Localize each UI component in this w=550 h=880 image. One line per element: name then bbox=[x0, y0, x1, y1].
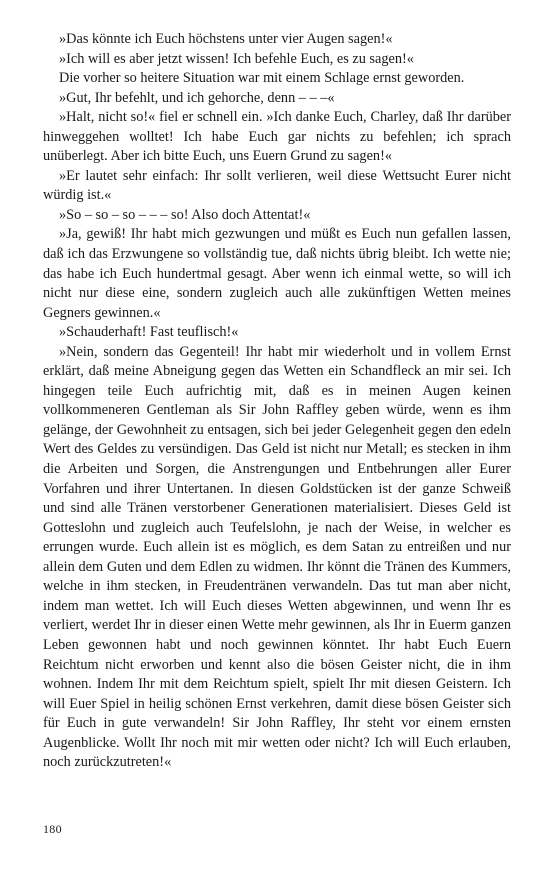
paragraph: »Nein, sondern das Gegenteil! Ihr habt mir wiederholt und in vollem Ernst erklärt, daß meine Abneigung gegen das Wetten ein Schandfleck an mir sei. Ich hingegen teile Euch aufrichtig mit, daß es in meinen Augen keinen vollkommeneren Gentleman als Sir John Raffley geben würde, wenn es ihm gelänge, der Gewohnheit zu entsagen, sich bei jeder Gelegenheit gegen den edeln Wert des Geldes zu versündigen. Das Geld ist nicht nur Metall; es stecken in ihm die Arbeiten und Sorgen, die Anstrengungen und Entbehrungen aller Eurer Vorfahren und ihrer Untertanen. In diesen Goldstücken ist der ganze Schweiß und sind alle Tränen verstorbener Generationen materialisiert. Dieses Geld ist Gotteslohn und zugleich auch Teufelslohn, je nach der Weise, in welcher es errungen wurde. Euch allein ist es möglich, es dem Satan zu entreißen und nur allein dem Guten und dem Edlen zu widmen. Ihr könnt die Tränen des Kummers, welche in ihm stecken, in Freudentränen verwandeln. Das tut man aber nicht, indem man wettet. Ich will Euch dieses Wetten abgewinnen, und wenn Ihr es verliert, werdet Ihr in dieser einen Wette mehr gewinnen, als Ihr in Euerm ganzen Leben gewonnen habt und noch gewinnen könntet. Ihr habt Euch Euern Reichtum nicht erworben und kennt also die bösen Geister nicht, die in ihm wohnen. Indem Ihr mit dem Reichtum spielt, spielt Ihr mit diesen Geistern. Ich will Euer Spiel in heilig schönen Ernst verkehren, damit diese bösen Geister sich für Euch in gute verwandeln! Sir John Raffley, Ihr steht vor einem ernsten Augenblicke. Wollt Ihr noch mit mir wetten oder nicht? Ich will Euch erlauben, noch zurückzutreten!« bbox=[43, 343, 511, 771]
paragraph: »Gut, Ihr befehlt, und ich gehorche, denn – – –« bbox=[59, 89, 335, 106]
paragraph: »Ja, gewiß! Ihr habt mich gezwungen und müßt es Euch nun gefallen lassen, daß ich das Erzwungene so vollständig tue, daß nichts übrig bleibt. Ich wette nie; das habe ich Euch hundertmal gesagt. Aber wenn ich einmal wette, so will ich nicht nur diese eine, sondern zugleich auch alle zukünftigen Wetten meines Gegners gewinnen.« bbox=[43, 226, 511, 321]
paragraph: »Ich will es aber jetzt wissen! Ich befehle Euch, es zu sagen!« bbox=[59, 50, 414, 67]
paragraph: »Schauderhaft! Fast teuflisch!« bbox=[59, 324, 239, 341]
paragraph: Die vorher so heitere Situation war mit einem Schlage ernst geworden. bbox=[59, 70, 465, 87]
page-text-body bbox=[43, 30, 511, 773]
paragraph: »Er lautet sehr einfach: Ihr sollt verlieren, weil diese Wettsucht Eurer nicht würdig ist.« bbox=[43, 167, 511, 204]
paragraph: »Das könnte ich Euch höchstens unter vier Augen sagen!« bbox=[59, 31, 393, 47]
paragraph: »Halt, nicht so!« fiel er schnell ein. »Ich danke Euch, Charley, daß Ihr darüber hinweggehen wolltet! Ich habe Euch gar nichts zu befehlen; ich sprach unüberlegt. Aber ich bitte Euch, uns Euern Grund zu sagen!« bbox=[43, 109, 511, 165]
page-number: 180 bbox=[43, 822, 62, 836]
paragraph: »So – so – so – – – so! Also doch Attentat!« bbox=[59, 206, 311, 223]
